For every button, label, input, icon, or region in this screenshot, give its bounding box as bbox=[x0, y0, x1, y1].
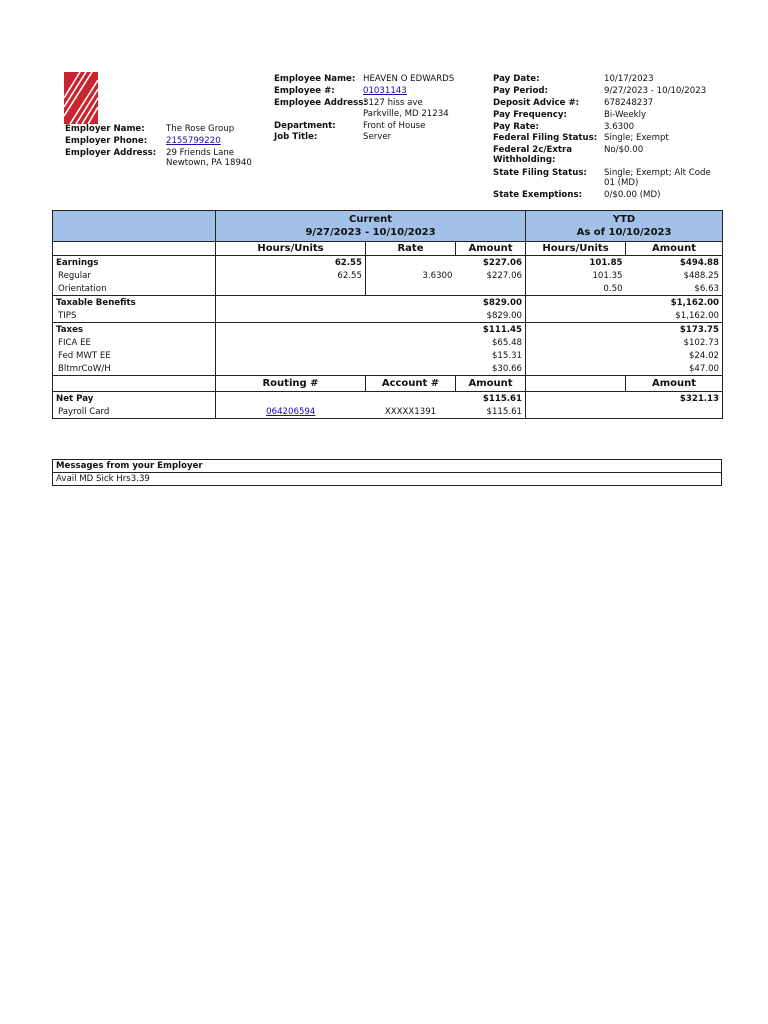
ytd-title: YTD bbox=[612, 214, 636, 225]
pay-frequency-label: Pay Frequency: bbox=[493, 110, 567, 120]
pay-period-value: 9/27/2023 - 10/10/2023 bbox=[604, 86, 707, 96]
federal-filing-status-label: Federal Filing Status: bbox=[493, 133, 598, 143]
benefits-section-row bbox=[53, 296, 723, 310]
employee-name-label: Employee Name: bbox=[274, 74, 356, 84]
employer-name: The Rose Group bbox=[166, 124, 235, 134]
earning-name: Regular bbox=[53, 269, 216, 282]
federal-2c-label-line2: Withholding: bbox=[493, 155, 556, 165]
benefit-current-amount: $829.00 bbox=[216, 309, 526, 323]
earning-current-amount bbox=[456, 282, 526, 296]
tax-current-amount: $65.48 bbox=[216, 336, 526, 349]
pay-date-label: Pay Date: bbox=[493, 74, 540, 84]
current-range: 9/27/2023 - 10/10/2023 bbox=[305, 227, 436, 238]
taxes-label: Taxes bbox=[53, 323, 216, 337]
tax-name: BltmrCoW/H bbox=[53, 362, 216, 376]
earning-rate: 3.6300 bbox=[366, 269, 456, 282]
earnings-ytd-hours: 101.85 bbox=[526, 256, 626, 270]
federal-2c-label-line1: Federal 2c/Extra bbox=[493, 145, 573, 155]
account-number: XXXXX1391 bbox=[366, 405, 456, 419]
deposit-advice-label: Deposit Advice #: bbox=[493, 98, 580, 108]
state-filing-status-line2: 01 (MD) bbox=[604, 178, 639, 188]
deposit-advice-value: 678248237 bbox=[604, 98, 654, 108]
col-hours-current: Hours/Units bbox=[216, 242, 366, 256]
job-title-label: Job Title: bbox=[274, 132, 318, 142]
table-row bbox=[53, 282, 723, 296]
col-rate: Rate bbox=[366, 242, 456, 256]
employer-address-line1: 29 Friends Lane bbox=[166, 148, 235, 158]
state-filing-status-line1: Single; Exempt; Alt Code bbox=[604, 168, 711, 178]
employee-address-label: Employee Address: bbox=[274, 98, 367, 108]
net-pay-row bbox=[53, 392, 723, 406]
pay-stub-table bbox=[52, 210, 723, 419]
benefits-ytd-amount: $1,162.00 bbox=[526, 296, 723, 310]
tax-ytd-amount: $47.00 bbox=[526, 362, 723, 376]
net-pay-ytd-amount: $321.13 bbox=[526, 392, 723, 406]
earning-current-hours: 62.55 bbox=[216, 269, 366, 282]
column-header-blank bbox=[53, 242, 216, 256]
taxes-current-amount: $111.45 bbox=[216, 323, 526, 337]
earnings-label: Earnings bbox=[53, 256, 216, 270]
net-pay-header-row bbox=[53, 376, 723, 392]
payment-method: Payroll Card bbox=[53, 405, 216, 419]
employer-messages-table bbox=[52, 459, 722, 486]
federal-filing-status-value: Single; Exempt bbox=[604, 133, 669, 143]
col-net-amount-current: Amount bbox=[456, 376, 526, 392]
messages-text: Avail MD Sick Hrs3.39 bbox=[53, 473, 722, 486]
employer-phone-link[interactable]: 2155799220 bbox=[166, 136, 221, 146]
earning-ytd-amount: $488.25 bbox=[626, 269, 723, 282]
department-value: Front of House bbox=[363, 121, 426, 131]
table-row bbox=[53, 336, 723, 349]
federal-2c-value: No/$0.00 bbox=[604, 145, 644, 155]
earning-ytd-amount: $6.63 bbox=[626, 282, 723, 296]
tax-name: Fed MWT EE bbox=[53, 349, 216, 362]
job-title-value: Server bbox=[363, 132, 392, 142]
benefits-label: Taxable Benefits bbox=[53, 296, 216, 310]
payment-method-amount: $115.61 bbox=[456, 405, 526, 419]
current-period-header bbox=[216, 211, 526, 242]
col-amount-ytd: Amount bbox=[626, 242, 723, 256]
earning-rate bbox=[366, 282, 456, 296]
period-header-row bbox=[53, 211, 723, 242]
pay-frequency-value: Bi-Weekly bbox=[604, 110, 647, 120]
employee-address-line1: 3127 hiss ave bbox=[363, 98, 423, 108]
employee-name: HEAVEN O EDWARDS bbox=[363, 74, 455, 84]
employer-address-line2: Newtown, PA 18940 bbox=[166, 158, 252, 168]
pay-rate-value: 3.6300 bbox=[604, 122, 635, 132]
earning-ytd-hours: 0.50 bbox=[526, 282, 626, 296]
employee-address-line2: Parkville, MD 21234 bbox=[363, 109, 449, 119]
tax-current-amount: $30.66 bbox=[216, 362, 526, 376]
earnings-ytd-amount: $494.88 bbox=[626, 256, 723, 270]
earnings-current-hours: 62.55 bbox=[216, 256, 366, 270]
net-pay-label: Net Pay bbox=[53, 392, 216, 406]
current-title: Current bbox=[349, 214, 393, 225]
company-logo-icon bbox=[64, 72, 98, 124]
employee-number-label: Employee #: bbox=[274, 86, 335, 96]
earnings-current-amount: $227.06 bbox=[456, 256, 526, 270]
earning-current-hours bbox=[216, 282, 366, 296]
col-account: Account # bbox=[366, 376, 456, 392]
net-header-ytd-blank bbox=[526, 376, 626, 392]
messages-title: Messages from your Employer bbox=[53, 460, 722, 473]
benefit-name: TIPS bbox=[53, 309, 216, 323]
taxes-section-row bbox=[53, 323, 723, 337]
benefits-current-amount: $829.00 bbox=[216, 296, 526, 310]
tax-ytd-amount: $102.73 bbox=[526, 336, 723, 349]
table-row bbox=[53, 405, 723, 419]
routing-cell bbox=[216, 405, 366, 419]
employer-address-label: Employer Address: bbox=[65, 148, 157, 158]
employer-name-label: Employer Name: bbox=[65, 124, 145, 134]
department-label: Department: bbox=[274, 121, 336, 131]
employer-phone-label: Employer Phone: bbox=[65, 136, 148, 146]
tax-current-amount: $15.31 bbox=[216, 349, 526, 362]
earning-current-amount: $227.06 bbox=[456, 269, 526, 282]
net-header-blank bbox=[53, 376, 216, 392]
earning-name: Orientation bbox=[53, 282, 216, 296]
pay-date-value: 10/17/2023 bbox=[604, 74, 654, 84]
earning-ytd-hours: 101.35 bbox=[526, 269, 626, 282]
ytd-period-header bbox=[526, 211, 723, 242]
table-row bbox=[53, 269, 723, 282]
employee-number-link[interactable]: 01031143 bbox=[363, 86, 407, 96]
earnings-rate-blank bbox=[366, 256, 456, 270]
state-filing-status-label: State Filing Status: bbox=[493, 168, 587, 178]
net-pay-current-amount: $115.61 bbox=[216, 392, 526, 406]
ytd-range: As of 10/10/2023 bbox=[576, 227, 672, 238]
column-header-row bbox=[53, 242, 723, 256]
col-routing: Routing # bbox=[216, 376, 366, 392]
col-hours-ytd: Hours/Units bbox=[526, 242, 626, 256]
table-row bbox=[53, 362, 723, 376]
col-amount-current: Amount bbox=[456, 242, 526, 256]
pay-period-label: Pay Period: bbox=[493, 86, 548, 96]
pay-rate-label: Pay Rate: bbox=[493, 122, 539, 132]
benefit-ytd-amount: $1,162.00 bbox=[526, 309, 723, 323]
header-blank-cell bbox=[53, 211, 216, 242]
tax-name: FICA EE bbox=[53, 336, 216, 349]
payment-method-ytd-blank bbox=[526, 405, 723, 419]
table-row bbox=[53, 309, 723, 323]
tax-ytd-amount: $24.02 bbox=[526, 349, 723, 362]
table-row bbox=[53, 349, 723, 362]
state-exemptions-label: State Exemptions: bbox=[493, 190, 583, 200]
earnings-section-row bbox=[53, 256, 723, 270]
col-net-amount-ytd: Amount bbox=[626, 376, 723, 392]
taxes-ytd-amount: $173.75 bbox=[526, 323, 723, 337]
state-exemptions-value: 0/$0.00 (MD) bbox=[604, 190, 661, 200]
routing-number-link[interactable]: 064206594 bbox=[266, 406, 316, 417]
